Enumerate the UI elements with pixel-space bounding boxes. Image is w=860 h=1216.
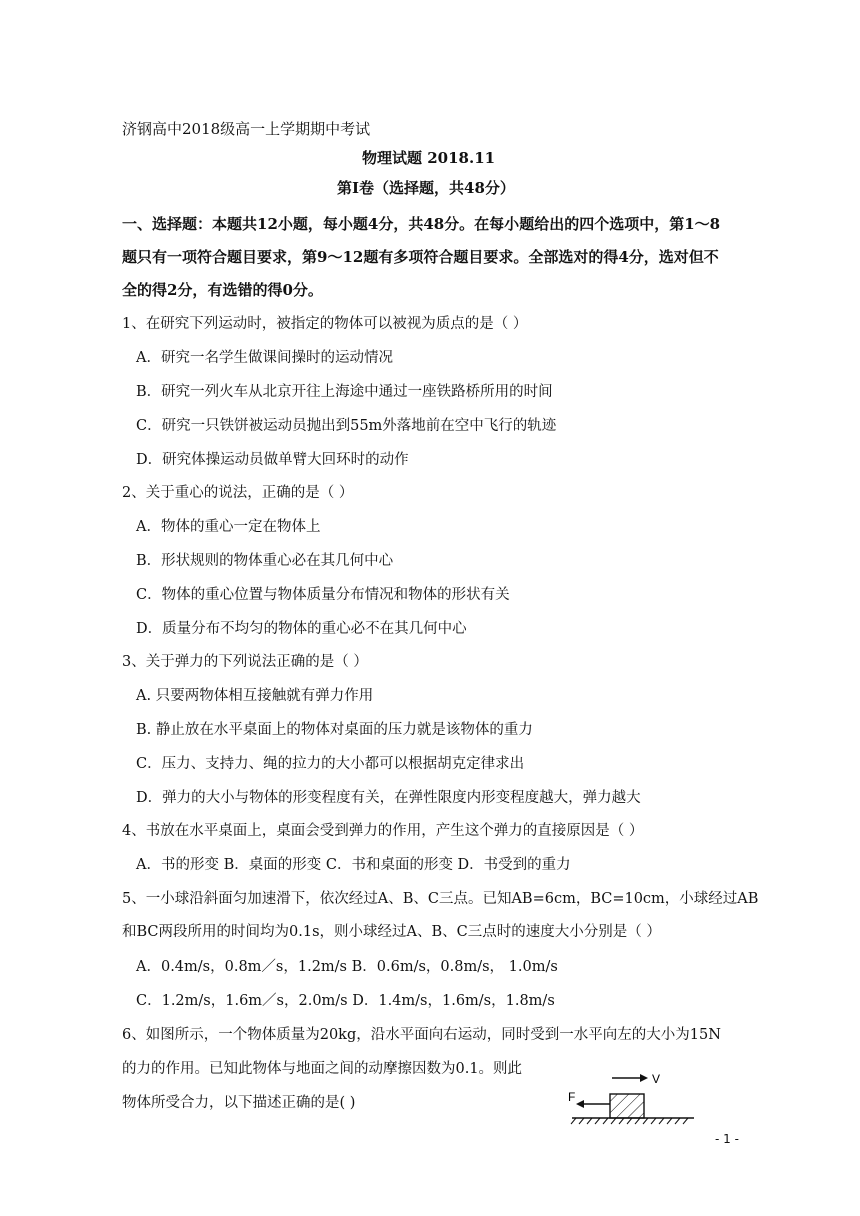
question-1-option-c: C．研究一只铁饼被运动员抛出到55m外落地前在空中飞行的轨迹	[136, 418, 557, 434]
question-3-option-c: C．压力、支持力、绳的拉力的大小都可以根据胡克定律求出	[136, 756, 525, 772]
force-label: F	[568, 1090, 576, 1104]
instructions-line-3: 全的得2分，有选错的得0分。	[122, 281, 323, 299]
velocity-label: V	[652, 1072, 661, 1086]
question-1-option-d: D．研究体操运动员做单臂大回环时的动作	[136, 452, 409, 468]
force-diagram	[568, 1064, 698, 1130]
school-exam-title: 济钢高中2018级高一上学期期中考试	[122, 120, 371, 138]
instructions-line-1: 一、选择题：本题共12小题，每小题4分，共48分。在每小题给出的四个选项中，第1～8	[122, 215, 721, 233]
instructions-line-2: 题只有一项符合题目要求，第9～12题有多项符合题目要求。全部选对的得4分，选对但不	[122, 248, 719, 266]
question-5-options-ab: A．0.4m/s，0.8m／s，1.2m/s B．0.6m/s，0.8m/s， 1.0m/s	[136, 959, 558, 975]
question-5-stem-line-1: 5、一小球沿斜面匀加速滑下，依次经过A、B、C三点。已知AB=6cm，BC=10cm，小球经过AB	[122, 891, 759, 907]
question-3-stem: 3、关于弹力的下列说法正确的是（ ）	[122, 654, 368, 670]
question-2-option-a: A．物体的重心一定在物体上	[136, 519, 321, 535]
force-arrowhead	[576, 1100, 584, 1108]
question-4-options: A．书的形变 B．桌面的形变 C．书和桌面的形变 D．书受到的重力	[136, 857, 571, 873]
block	[610, 1094, 644, 1118]
question-2-option-b: B．形状规则的物体重心必在其几何中心	[136, 553, 394, 569]
question-5-options-cd: C．1.2m/s，1.6m／s，2.0m/s D．1.4m/s，1.6m/s，1.8m/s	[136, 993, 555, 1009]
question-2-option-d: D．质量分布不均匀的物体的重心必不在其几何中心	[136, 621, 467, 637]
question-1-option-b: B．研究一列火车从北京开往上海途中通过一座铁路桥所用的时间	[136, 384, 553, 400]
question-4-stem: 4、书放在水平桌面上，桌面会受到弹力的作用，产生这个弹力的直接原因是（ ）	[122, 823, 644, 839]
section-title: 第Ⅰ卷（选择题，共48分）	[337, 179, 515, 197]
question-6-stem-line-1: 6、如图所示，一个物体质量为20kg，沿水平面向右运动，同时受到一水平向左的大小为15N	[122, 1027, 721, 1043]
question-3-option-b: B. 静止放在水平桌面上的物体对桌面的压力就是该物体的重力	[136, 722, 533, 738]
subject-title: 物理试题 2018.11	[362, 149, 496, 167]
question-6-stem-line-3: 物体所受合力，以下描述正确的是( )	[122, 1095, 356, 1111]
ground-hatching	[571, 1118, 688, 1124]
question-6-stem-line-2: 的力的作用。已知此物体与地面之间的动摩擦因数为0.1。则此	[122, 1061, 523, 1077]
question-5-stem-line-2: 和BC两段所用的时间均为0.1s，则小球经过A、B、C三点时的速度大小分别是（ ）	[122, 924, 661, 940]
velocity-arrowhead	[640, 1074, 648, 1082]
question-3-option-a: A. 只要两物体相互接触就有弹力作用	[136, 688, 374, 704]
question-1-option-a: A．研究一名学生做课间操时的运动情况	[136, 350, 393, 366]
page-number: - 1 -	[715, 1132, 739, 1146]
question-2-stem: 2、关于重心的说法，正确的是（ ）	[122, 485, 354, 501]
question-1-stem: 1、在研究下列运动时，被指定的物体可以被视为质点的是（ ）	[122, 316, 528, 332]
question-2-option-c: C．物体的重心位置与物体质量分布情况和物体的形状有关	[136, 587, 510, 603]
question-3-option-d: D．弹力的大小与物体的形变程度有关，在弹性限度内形变程度越大，弹力越大	[136, 790, 641, 806]
